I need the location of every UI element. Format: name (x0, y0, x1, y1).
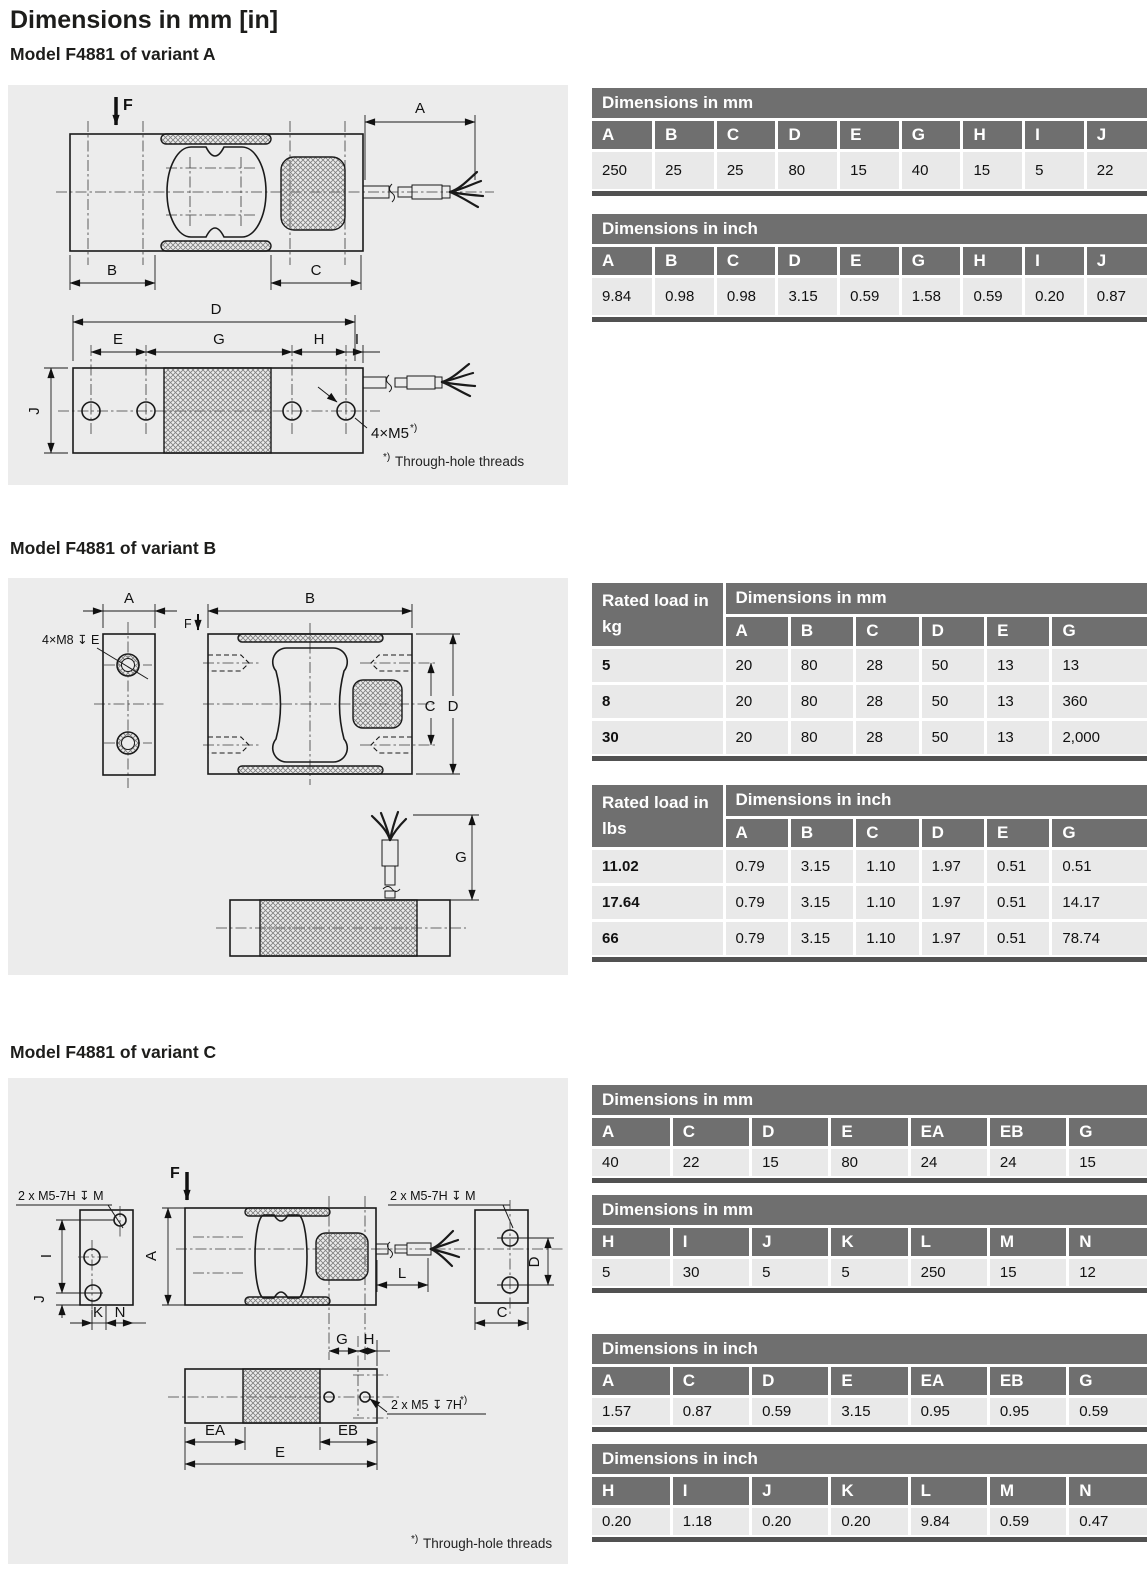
table-c-mm-2 (592, 1195, 1147, 1293)
column-header: C (671, 1366, 750, 1397)
dimension-value: 360 (1051, 683, 1147, 719)
cable-wires (442, 364, 475, 396)
tables-variant-a (592, 88, 1147, 322)
dimension-value: 15 (839, 151, 901, 191)
dimension-value: 0.59 (988, 1507, 1067, 1537)
dimension-value: 80 (789, 719, 854, 755)
dim-label-d: D (447, 698, 459, 715)
table-bottom-bar (592, 957, 1147, 962)
table-c-inch-2 (592, 1444, 1147, 1542)
dim-label-a: A (123, 590, 135, 607)
dimension-value: 24 (988, 1148, 1067, 1178)
thread-spec-label: 4×M5 (371, 425, 409, 442)
column-header: EA (909, 1117, 988, 1148)
technical-drawing-variant-c (8, 1078, 568, 1564)
dim-label-c: C (310, 262, 322, 279)
row-label: 11.02 (592, 849, 724, 885)
dimension-value: 78.74 (1051, 921, 1147, 957)
column-header: B (789, 615, 854, 647)
section-heading-variant-b: Model F4881 of variant B (10, 538, 217, 558)
table-bottom-bar (592, 1288, 1147, 1293)
column-header: G (900, 246, 962, 277)
dimension-value: 22 (671, 1148, 750, 1178)
column-header: D (777, 246, 839, 277)
column-header: E (830, 1117, 909, 1148)
table-a-mm (592, 88, 1147, 196)
dim-label-g: G (213, 331, 225, 348)
footnote-marker: *) (383, 452, 391, 463)
footnote-marker: *) (410, 423, 418, 434)
column-header: C (855, 615, 920, 647)
drawing-panel-variant-a (8, 85, 568, 485)
dimension-value: 0.95 (909, 1397, 988, 1427)
column-header: D (751, 1117, 830, 1148)
dimension-value: 0.59 (962, 277, 1024, 317)
column-header: H (592, 1476, 671, 1507)
dimension-value: 80 (789, 647, 854, 683)
table-b-mm (592, 583, 1147, 761)
dim-label-k: K (92, 1304, 104, 1321)
column-header: E (839, 120, 901, 151)
column-header: D (920, 817, 985, 849)
column-header: C (715, 120, 777, 151)
table-bottom-bar (592, 756, 1147, 761)
dimension-value: 250 (592, 151, 654, 191)
dimension-value: 0.95 (988, 1397, 1067, 1427)
dimension-value: 5 (830, 1258, 909, 1288)
dimension-value: 25 (715, 151, 777, 191)
dimension-value: 0.20 (1024, 277, 1086, 317)
through-hole-note: Through-hole threads (395, 454, 525, 469)
table-bottom-bar (592, 317, 1147, 322)
variant-c-right-plate (388, 1189, 554, 1330)
table-bottom-bar (592, 191, 1147, 196)
column-header: M (988, 1476, 1067, 1507)
dimension-value: 13 (986, 719, 1051, 755)
tables-variant-b (592, 583, 1147, 962)
row-label: 30 (592, 719, 724, 755)
footnote-marker: *) (460, 1395, 468, 1406)
column-header: B (654, 246, 716, 277)
table-title: Dimensions in mm (724, 583, 1147, 615)
dimension-value: 0.20 (830, 1507, 909, 1537)
dimension-value: 15 (988, 1258, 1067, 1288)
dimension-value: 80 (830, 1148, 909, 1178)
column-header: D (751, 1366, 830, 1397)
dimension-value: 15 (751, 1148, 830, 1178)
dimension-value: 0.51 (986, 885, 1051, 921)
hatched-load-button (316, 1233, 368, 1280)
dimension-value: 1.10 (855, 849, 920, 885)
column-header: EA (909, 1366, 988, 1397)
column-header: G (900, 120, 962, 151)
dim-label-eb: EB (337, 1422, 359, 1439)
dimension-table (592, 1085, 1147, 1179)
dimension-value: 3.15 (777, 277, 839, 317)
dimension-value: 0.47 (1068, 1507, 1147, 1537)
dimension-value: 80 (777, 151, 839, 191)
column-header: I (1024, 120, 1086, 151)
through-hole-note: Through-hole threads (423, 1536, 553, 1551)
section-heading-variant-c: Model F4881 of variant C (10, 1042, 217, 1062)
hatched-strip (161, 241, 271, 251)
column-header: N (1068, 1227, 1147, 1258)
dimension-value: 13 (1051, 647, 1147, 683)
thread-spec-label: 2 x M5 ↧ 7H (391, 1398, 462, 1412)
table-c-mm-1 (592, 1085, 1147, 1183)
dim-label-h: H (363, 1331, 375, 1348)
dimension-value: 20 (724, 647, 789, 683)
column-header: C (671, 1117, 750, 1148)
dimension-value: 0.87 (1085, 277, 1147, 317)
dimension-value: 1.57 (592, 1397, 671, 1427)
dim-label-d: D (210, 301, 222, 318)
dimension-value: 1.10 (855, 921, 920, 957)
table-title: Dimensions in mm (592, 1195, 1147, 1227)
dimension-table (592, 88, 1147, 192)
dimension-value: 1.58 (900, 277, 962, 317)
column-header: H (592, 1227, 671, 1258)
dim-label-c: C (496, 1304, 508, 1321)
variant-b-side-view (216, 812, 479, 956)
dim-label-l: L (397, 1265, 407, 1282)
dimension-value: 9.84 (909, 1507, 988, 1537)
dimension-value: 30 (671, 1258, 750, 1288)
dimension-value: 0.20 (751, 1507, 830, 1537)
dimension-value: 5 (592, 1258, 671, 1288)
column-header: J (1085, 246, 1147, 277)
table-title: Dimensions in mm (592, 1085, 1147, 1117)
section-heading-variant-a: Model F4881 of variant A (10, 44, 216, 64)
spring-element-cutout (255, 1215, 307, 1298)
dim-label-h: H (313, 331, 325, 348)
column-header: EB (988, 1117, 1067, 1148)
table-side-header: Rated load in lbs (592, 785, 724, 849)
variant-c-top-view (143, 1165, 563, 1360)
column-header: EB (988, 1366, 1067, 1397)
thread-spec-label: 2 x M5-7H ↧ M (390, 1189, 476, 1203)
dim-label-a: A (143, 1250, 160, 1262)
column-header: J (1085, 120, 1147, 151)
dim-label-c: C (424, 698, 436, 715)
dimension-value: 0.79 (724, 849, 789, 885)
dimension-value: 5 (751, 1258, 830, 1288)
row-label: 8 (592, 683, 724, 719)
dim-label-f: F (123, 97, 133, 114)
dimension-value: 3.15 (789, 921, 854, 957)
row-label: 17.64 (592, 885, 724, 921)
dim-label-g: G (455, 849, 467, 866)
dimension-value: 1.18 (671, 1507, 750, 1537)
column-header: K (830, 1227, 909, 1258)
dimension-value: 0.20 (592, 1507, 671, 1537)
tables-variant-c (592, 1085, 1147, 1542)
dimension-value: 3.15 (789, 885, 854, 921)
table-bottom-bar (592, 1537, 1147, 1542)
variant-b-side-plate (42, 590, 177, 788)
dimension-value: 0.51 (1051, 849, 1147, 885)
dim-label-e: E (274, 1444, 286, 1461)
dim-label-f: F (170, 1165, 180, 1182)
column-header: B (654, 120, 716, 151)
column-header: A (592, 1117, 671, 1148)
dimension-value: 3.15 (789, 849, 854, 885)
column-header: G (1051, 817, 1147, 849)
dim-label-d: D (526, 1256, 543, 1268)
table-title: Dimensions in mm (592, 88, 1147, 120)
hatched-strip (238, 634, 383, 642)
column-header: A (724, 615, 789, 647)
column-header: C (715, 246, 777, 277)
dim-label-g: G (336, 1331, 348, 1348)
dimension-value: 28 (855, 647, 920, 683)
table-bottom-bar (592, 1427, 1147, 1432)
dimension-value: 20 (724, 683, 789, 719)
variant-c-side-view (168, 1331, 486, 1470)
dimension-value: 9.84 (592, 277, 654, 317)
table-c-inch-1 (592, 1334, 1147, 1432)
dimension-value: 1.97 (920, 885, 985, 921)
dimension-value: 2,000 (1051, 719, 1147, 755)
column-header: I (671, 1476, 750, 1507)
column-header: G (1051, 615, 1147, 647)
column-header: I (1024, 246, 1086, 277)
dim-label-i: I (354, 331, 360, 348)
hatched-block (243, 1369, 320, 1423)
dimension-value: 28 (855, 719, 920, 755)
dim-label-b: B (106, 262, 118, 279)
hatched-block (260, 900, 417, 956)
column-header: M (988, 1227, 1067, 1258)
thread-spec-label: 4×M8 ↧ E (42, 633, 100, 647)
dimension-value: 28 (855, 683, 920, 719)
table-title: Dimensions in inch (592, 214, 1147, 246)
hatched-block (164, 368, 271, 453)
dimension-value: 50 (920, 719, 985, 755)
dimension-table (592, 1195, 1147, 1289)
dimension-value: 24 (909, 1148, 988, 1178)
dimension-table (592, 214, 1147, 318)
hatched-load-button (353, 680, 402, 728)
column-header: J (751, 1476, 830, 1507)
dimension-value: 0.87 (671, 1397, 750, 1427)
column-header: A (592, 246, 654, 277)
table-b-inch (592, 785, 1147, 963)
dimension-value: 0.98 (715, 277, 777, 317)
column-header: H (962, 246, 1024, 277)
dimension-value: 0.51 (986, 849, 1051, 885)
dimension-value: 0.59 (751, 1397, 830, 1427)
hatched-strip (161, 134, 271, 144)
table-bottom-bar (592, 1178, 1147, 1183)
dim-label-n: N (114, 1304, 126, 1321)
column-header: G (1068, 1366, 1147, 1397)
dim-label-i: I (38, 1253, 55, 1259)
hatched-load-button (281, 157, 345, 230)
dimension-value: 25 (654, 151, 716, 191)
dimension-value: 0.79 (724, 885, 789, 921)
dimension-value: 15 (962, 151, 1024, 191)
dimension-value: 5 (1024, 151, 1086, 191)
cable-wires (372, 812, 406, 840)
dim-label-a: A (414, 100, 426, 117)
cable-wires (431, 1231, 459, 1266)
table-side-header: Rated load in kg (592, 583, 724, 647)
dim-label-ea: EA (204, 1422, 226, 1439)
dim-label-j: J (31, 1295, 48, 1303)
dimension-value: 40 (592, 1148, 671, 1178)
dimension-value: 14.17 (1051, 885, 1147, 921)
dim-label-f: F (184, 617, 192, 631)
dimension-value: 0.98 (654, 277, 716, 317)
dimension-value: 40 (900, 151, 962, 191)
hatched-strip (238, 766, 383, 774)
column-header: L (909, 1227, 988, 1258)
column-header: K (830, 1476, 909, 1507)
column-header: A (592, 1366, 671, 1397)
row-label: 66 (592, 921, 724, 957)
column-header: E (986, 817, 1051, 849)
dim-label-j: J (26, 407, 43, 415)
dim-label-e: E (112, 331, 124, 348)
thread-spec-label: 2 x M5-7H ↧ M (18, 1189, 104, 1203)
dimension-table (592, 785, 1147, 959)
column-header: E (986, 615, 1051, 647)
column-header: L (909, 1476, 988, 1507)
column-header: A (592, 120, 654, 151)
dimension-value: 0.51 (986, 921, 1051, 957)
row-label: 5 (592, 647, 724, 683)
column-header: D (777, 120, 839, 151)
dimension-value: 13 (986, 683, 1051, 719)
dimension-value: 13 (986, 647, 1051, 683)
column-header: N (1068, 1476, 1147, 1507)
column-header: A (724, 817, 789, 849)
dimension-value: 80 (789, 683, 854, 719)
table-title: Dimensions in inch (592, 1444, 1147, 1476)
dim-label-b: B (304, 590, 316, 607)
table-title: Dimensions in inch (592, 1334, 1147, 1366)
dimension-table (592, 1444, 1147, 1538)
column-header: I (671, 1227, 750, 1258)
dimension-value: 0.59 (1068, 1397, 1147, 1427)
table-a-inch (592, 214, 1147, 322)
dimension-value: 0.79 (724, 921, 789, 957)
column-header: E (839, 246, 901, 277)
variant-a-top-view (56, 97, 494, 290)
dimension-value: 3.15 (830, 1397, 909, 1427)
column-header: H (962, 120, 1024, 151)
dimension-value: 1.97 (920, 849, 985, 885)
page-title: Dimensions in mm [in] (10, 6, 279, 34)
dimension-value: 250 (909, 1258, 988, 1288)
dimension-value: 12 (1068, 1258, 1147, 1288)
column-header: C (855, 817, 920, 849)
dimension-value: 50 (920, 647, 985, 683)
variant-a-bottom-view (26, 301, 524, 469)
drawing-panel-variant-c (8, 1078, 568, 1564)
dimension-value: 1.10 (855, 885, 920, 921)
dimension-value: 22 (1085, 151, 1147, 191)
dimension-value: 0.59 (839, 277, 901, 317)
variant-b-top-view (184, 590, 460, 785)
drawing-panel-variant-b (8, 578, 568, 975)
technical-drawing-variant-b (8, 578, 568, 975)
technical-drawing-variant-a (8, 85, 568, 485)
column-header: B (789, 817, 854, 849)
footnote-marker: *) (411, 1534, 419, 1545)
dimension-value: 1.97 (920, 921, 985, 957)
dimension-value: 15 (1068, 1148, 1147, 1178)
dimension-value: 20 (724, 719, 789, 755)
dimension-table (592, 583, 1147, 757)
column-header: J (751, 1227, 830, 1258)
cable-wires (450, 172, 483, 207)
dimension-table (592, 1334, 1147, 1428)
column-header: G (1068, 1117, 1147, 1148)
table-title: Dimensions in inch (724, 785, 1147, 817)
variant-c-left-plate (16, 1189, 146, 1330)
dimension-value: 50 (920, 683, 985, 719)
column-header: D (920, 615, 985, 647)
column-header: E (830, 1366, 909, 1397)
